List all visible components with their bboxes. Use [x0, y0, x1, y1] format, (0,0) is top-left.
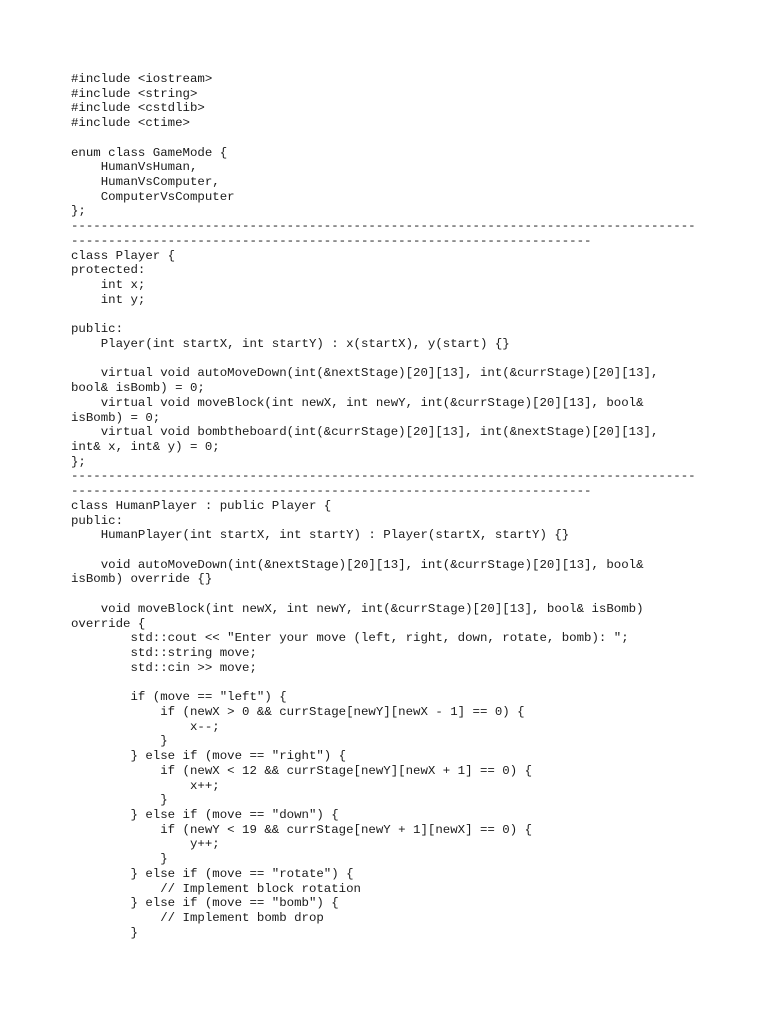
- code-line: std::cin >> move;: [71, 660, 257, 675]
- code-line: if (newY < 19 && currStage[newY + 1][newX] == 0) {: [71, 822, 533, 837]
- code-line: } else if (move == "down") {: [71, 807, 339, 822]
- code-line: } else if (move == "rotate") {: [71, 866, 354, 881]
- code-line: isBomb) = 0;: [71, 410, 161, 425]
- code-line: #include <ctime>: [71, 116, 190, 131]
- code-line: ------------------------------------------------------------------------------------: [71, 469, 696, 484]
- code-line: ----------------------------------------------------------------------: [71, 484, 592, 499]
- code-line: ----------------------------------------------------------------------: [71, 233, 592, 248]
- code-line: x--;: [71, 719, 220, 734]
- code-line: protected:: [71, 263, 146, 278]
- code-line: #include <cstdlib>: [71, 101, 205, 116]
- code-line: [71, 352, 696, 367]
- code-line: HumanVsHuman,: [71, 160, 198, 175]
- code-line: ComputerVsComputer: [71, 189, 235, 204]
- code-line: [71, 675, 696, 690]
- code-line: virtual void moveBlock(int newX, int newY, int(&currStage)[20][13], bool&: [71, 395, 644, 410]
- code-line: } else if (move == "right") {: [71, 749, 347, 764]
- code-line: // Implement block rotation: [71, 881, 361, 896]
- code-line: }: [71, 852, 168, 867]
- code-line: void autoMoveDown(int(&nextStage)[20][13], int(&currStage)[20][13], bool&: [71, 557, 644, 572]
- code-line: // Implement bomb drop: [71, 910, 324, 925]
- code-line: int x;: [71, 278, 146, 293]
- code-line: if (newX > 0 && currStage[newY][newX - 1] == 0) {: [71, 704, 525, 719]
- code-line: public:: [71, 513, 124, 528]
- code-line: bool& isBomb) = 0;: [71, 381, 205, 396]
- code-line: if (move == "left") {: [71, 690, 287, 705]
- code-line: enum class GameMode {: [71, 145, 228, 160]
- code-line: x++;: [71, 778, 220, 793]
- code-line: #include <string>: [71, 86, 198, 101]
- code-line: std::cout << "Enter your move (left, right, down, rotate, bomb): ";: [71, 631, 629, 646]
- code-line: virtual void autoMoveDown(int(&nextStage)[20][13], int(&currStage)[20][13],: [71, 366, 659, 381]
- code-line: [71, 543, 696, 558]
- code-line: ------------------------------------------------------------------------------------: [71, 219, 696, 234]
- code-line: isBomb) override {}: [71, 572, 213, 587]
- code-line: class Player {: [71, 248, 176, 263]
- code-line: };: [71, 454, 86, 469]
- code-line: if (newX < 12 && currStage[newY][newX + 1] == 0) {: [71, 763, 533, 778]
- code-line: Player(int startX, int startY) : x(startX), y(start) {}: [71, 336, 510, 351]
- code-line: class HumanPlayer : public Player {: [71, 498, 332, 513]
- code-line: override {: [71, 616, 146, 631]
- code-line: y++;: [71, 837, 220, 852]
- code-line: }: [71, 925, 138, 940]
- code-line: HumanVsComputer,: [71, 175, 220, 190]
- code-line: [71, 131, 696, 146]
- code-listing: [71, 72, 696, 940]
- code-line: } else if (move == "bomb") {: [71, 896, 339, 911]
- code-line: void moveBlock(int newX, int newY, int(&currStage)[20][13], bool& isBomb): [71, 601, 644, 616]
- code-line: }: [71, 734, 168, 749]
- code-line: int y;: [71, 292, 146, 307]
- code-line: std::string move;: [71, 646, 257, 661]
- code-line: virtual void bombtheboard(int(&currStage)[20][13], int(&nextStage)[20][13],: [71, 425, 659, 440]
- code-line: public:: [71, 322, 124, 337]
- code-line: }: [71, 793, 168, 808]
- code-line: #include <iostream>: [71, 72, 213, 86]
- code-line: int& x, int& y) = 0;: [71, 439, 220, 454]
- code-line: };: [71, 204, 86, 219]
- code-line: HumanPlayer(int startX, int startY) : Player(startX, startY) {}: [71, 528, 570, 543]
- code-line: [71, 587, 696, 602]
- code-line: [71, 308, 696, 323]
